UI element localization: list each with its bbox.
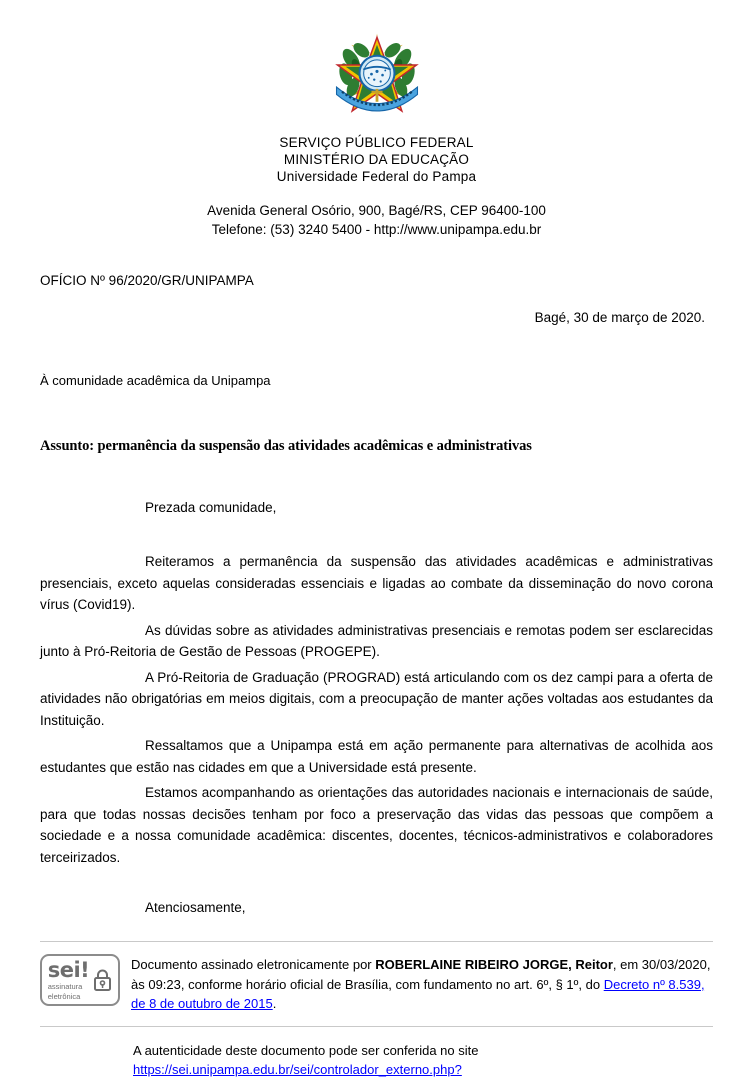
sei-sub-line-1: assinatura [47,981,83,991]
subject-line: Assunto: permanência da suspensão das atividades acadêmicas e administrativas [40,438,532,454]
address-line: Avenida General Osório, 900, Bagé/RS, CEP 96400-100 [207,203,546,218]
signature-text-middle: , em 30/03/2020, às 09:23, conforme horário oficial de Brasília, com fundamento no art. 6º, § 1º, do [131,957,711,992]
signature-text [131,954,713,1014]
signature-text-prefix: Documento assinado eletronicamente por [131,957,376,972]
header-line-servico-publico-federal: SERVIÇO PÚBLICO FEDERAL [279,135,474,150]
body-paragraph: As dúvidas sobre as atividades administrativas presenciais e remotas podem ser esclarecidas junto à Pró-Reitoria de Gestão de Pessoas (PROGEPE). [40,622,713,659]
sei-logo-text: sei! [47,957,90,982]
header-line-ministerio-da-educacao: MINISTÉRIO DA EDUCAÇÃO [283,152,470,167]
sei-signature-block [40,954,713,1014]
body-paragraph: A Pró-Reitoria de Graduação (PROGRAD) está articulando com os dez campi para a oferta de atividades não obrigatórias em meios digitais, com a preocupação de manter ações voltadas aos estudantes da Instituição. [40,669,713,728]
header-line-universidade: Universidade Federal do Pampa [276,169,477,184]
signature-text-suffix: . [272,996,277,1011]
authenticity-text: A autenticidade deste documento pode ser conferida no site [133,1042,479,1058]
contact-line: Telefone: (53) 3240 5400 - http://www.unipampa.edu.br [211,222,542,237]
signer-name: ROBERLAINE RIBEIRO JORGE, Reitor [375,957,613,972]
body-paragraph: Reiteramos a permanência da suspensão das atividades acadêmicas e administrativas presenciais, exceto aquelas consideradas essenciais e ligadas ao combate da disseminação do novo corona vírus (Covid19). [40,554,713,612]
sei-badge [40,954,120,1006]
closing-line: Atenciosamente, [145,900,246,915]
body-paragraph: Estamos acompanhando as orientações das autoridades nacionais e internacionais de saúde, para que todas nossas decisões tenham por foco a preservação das vidas das pessoas que compõem a sociedade e a nossa comunidade acadêmica: discentes, docentes, técnicos-administrativos e colaboradores terceirizados. [40,785,713,865]
document-date: Bagé, 30 de março de 2020. [534,310,705,325]
authenticity-notice [40,1041,713,1079]
letterhead [40,0,713,239]
body-paragraph: Ressaltamos que a Unipampa está em ação permanente para alternativas de acolhida aos estudantes que estão nas cidades em que a Universidade está presente. [40,738,713,775]
decree-link[interactable]: Decreto nº 8.539, de 8 de outubro de 2015 [131,976,705,1011]
addressee-line: À comunidade acadêmica da Unipampa [40,373,271,388]
document-body [40,500,713,915]
divider-above-signature [40,941,713,942]
document-reference: OFÍCIO Nº 96/2020/GR/UNIPAMPA [40,273,254,288]
divider-below-signature [40,1026,713,1027]
sei-sub-line-2: eletrônica [47,991,81,1001]
greeting-line: Prezada comunidade, [145,500,277,515]
sei-wordmark [47,957,90,1001]
padlock-icon [93,968,112,992]
brazilian-coat-of-arms-emblem [331,30,423,122]
address-block [40,201,713,239]
authenticity-url-link[interactable]: https://sei.unipampa.edu.br/sei/controlador_externo.php? [133,1061,462,1077]
